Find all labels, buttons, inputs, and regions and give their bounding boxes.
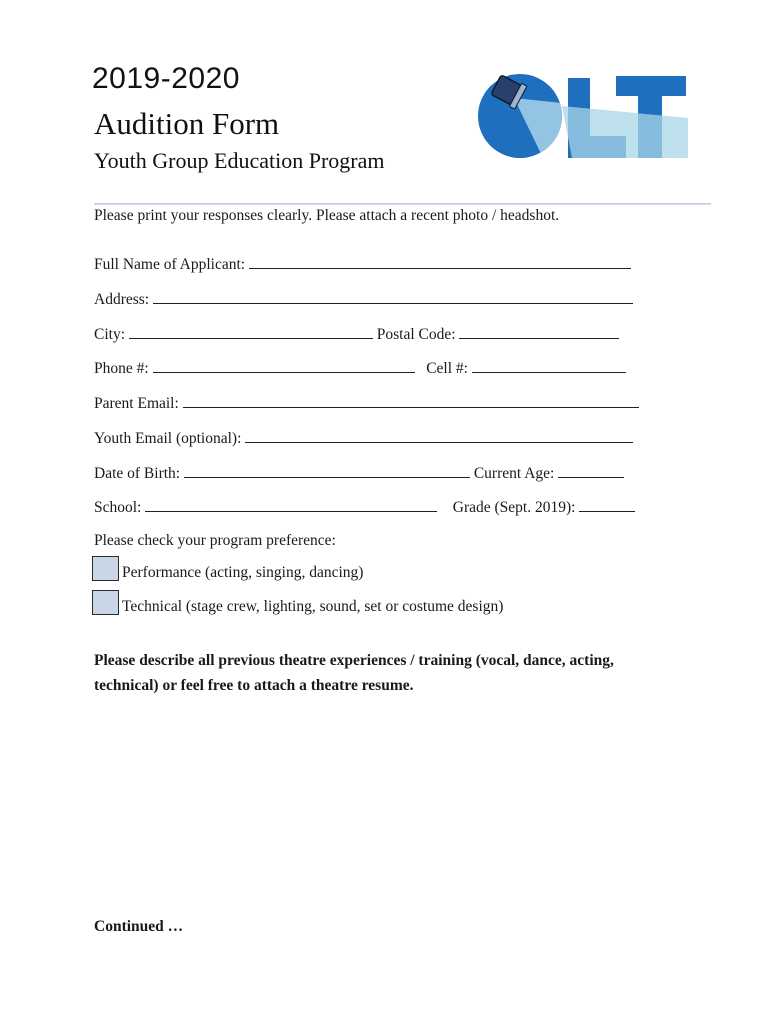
full-name-label: Full Name of Applicant: bbox=[94, 256, 246, 273]
parent-email-field[interactable] bbox=[94, 395, 639, 413]
school-grade-row bbox=[94, 499, 635, 517]
parent-email-line[interactable] bbox=[183, 395, 639, 408]
continued-label: Continued … bbox=[94, 918, 184, 935]
instructions-text: Please print your responses clearly. Please attach a recent photo / headshot. bbox=[94, 207, 560, 224]
youth-email-line[interactable] bbox=[245, 430, 633, 443]
cell-line[interactable] bbox=[472, 360, 626, 373]
address-field[interactable] bbox=[94, 291, 633, 309]
grade-line[interactable] bbox=[579, 499, 635, 512]
current-age-label: Current Age: bbox=[473, 465, 555, 482]
address-label: Address: bbox=[94, 291, 150, 308]
technical-checkbox[interactable] bbox=[92, 590, 119, 615]
cell-label: Cell #: bbox=[426, 360, 468, 377]
postal-code-label: Postal Code: bbox=[376, 326, 456, 343]
phone-line[interactable] bbox=[153, 360, 415, 373]
full-name-line[interactable] bbox=[249, 256, 631, 269]
school-line[interactable] bbox=[145, 499, 437, 512]
form-title: Audition Form bbox=[94, 106, 280, 141]
preference-label: Please check your program preference: bbox=[94, 532, 336, 549]
parent-email-label: Parent Email: bbox=[94, 395, 179, 412]
dob-line[interactable] bbox=[184, 465, 470, 478]
youth-email-field[interactable] bbox=[94, 430, 633, 448]
header-divider bbox=[94, 203, 711, 205]
dob-age-row bbox=[94, 465, 624, 483]
city-postal-row bbox=[94, 326, 619, 344]
technical-label: Technical (stage crew, lighting, sound, set or costume design) bbox=[122, 598, 504, 615]
current-age-line[interactable] bbox=[558, 465, 624, 478]
school-label: School: bbox=[94, 499, 142, 516]
performance-label: Performance (acting, singing, dancing) bbox=[122, 564, 364, 581]
performance-checkbox[interactable] bbox=[92, 556, 119, 581]
youth-email-label: Youth Email (optional): bbox=[94, 430, 242, 447]
city-label: City: bbox=[94, 326, 126, 343]
preference-option-technical[interactable] bbox=[92, 590, 503, 616]
address-line[interactable] bbox=[153, 291, 633, 304]
phone-cell-row bbox=[94, 360, 626, 378]
dob-label: Date of Birth: bbox=[94, 465, 181, 482]
phone-label: Phone #: bbox=[94, 360, 149, 377]
form-year: 2019-2020 bbox=[92, 62, 240, 95]
postal-code-line[interactable] bbox=[459, 326, 619, 339]
full-name-field[interactable] bbox=[94, 256, 631, 274]
grade-label: Grade (Sept. 2019): bbox=[452, 499, 576, 516]
form-subtitle: Youth Group Education Program bbox=[94, 148, 385, 173]
olt-logo bbox=[476, 68, 688, 164]
city-line[interactable] bbox=[129, 326, 373, 339]
experience-prompt: Please describe all previous theatre experiences / training (vocal, dance, acting, technical) or feel free to attach a theatre resume. bbox=[94, 652, 614, 694]
preference-option-performance[interactable] bbox=[92, 556, 363, 582]
